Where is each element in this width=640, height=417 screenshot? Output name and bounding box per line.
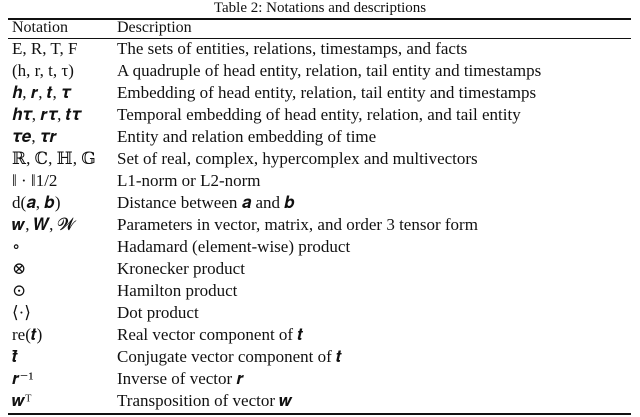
table-row (0, 214, 640, 236)
description-cell: Dot product (117, 303, 199, 322)
description-cell: Set of real, complex, hypercomplex and multivectors (117, 149, 478, 168)
notation-cell: E, R, T, F (12, 39, 78, 58)
description-cell: Temporal embedding of head entity, relation, and tail entity (117, 105, 521, 124)
notation-cell: ∘ (12, 237, 21, 256)
table-row (0, 280, 640, 302)
table-bottom-rule (8, 413, 631, 415)
notation-cell: 𝝉𝒆, 𝝉𝒓 (12, 127, 57, 146)
notation-cell: ℝ, ℂ, ℍ, 𝔾 (12, 149, 96, 168)
table-row (0, 368, 640, 390)
table-row (0, 346, 640, 368)
table-row (0, 38, 640, 60)
table-row (0, 390, 640, 412)
notation-cell: ⊙ (12, 281, 27, 300)
table-row (0, 170, 640, 192)
table-row (0, 104, 640, 126)
description-cell: Transposition of vector 𝒘 (117, 391, 293, 410)
description-cell: Parameters in vector, matrix, and order 3 tensor form (117, 215, 478, 234)
table-row (0, 82, 640, 104)
notation-cell: 𝒘, 𝑾, 𝓦 (12, 215, 76, 234)
table-caption: Table 2: Notations and descriptions (213, 0, 427, 16)
notation-cell: 𝒕̄ (12, 347, 18, 366)
description-cell: The sets of entities, relations, timestamps, and facts (117, 39, 468, 58)
notation-cell: ⊗ (12, 259, 27, 278)
notation-cell: 𝒉, 𝒓, 𝒕, 𝝉 (12, 83, 71, 102)
notation-cell: d(𝒂, 𝒃) (12, 193, 61, 212)
description-cell: L1-norm or L2-norm (117, 171, 261, 190)
description-cell: A quadruple of head entity, relation, tail entity and timestamps (117, 61, 542, 80)
notation-cell: (h, r, t, τ) (12, 61, 74, 80)
table-row (0, 236, 640, 258)
header-description: Description (117, 19, 192, 36)
notation-cell: re(𝒕) (12, 325, 43, 344)
table-row (0, 192, 640, 214)
notation-cell: 𝒉𝝉, 𝒓𝝉, 𝒕𝝉 (12, 105, 81, 124)
notation-cell: ‖ · ‖1/2 (12, 171, 58, 190)
notation-cell: ⟨·⟩ (12, 303, 31, 322)
table-row (0, 126, 640, 148)
notation-cell: 𝒓⁻¹ (12, 369, 34, 388)
table-row (0, 148, 640, 170)
description-cell: Hadamard (element-wise) product (117, 237, 351, 256)
description-cell: Kronecker product (117, 259, 245, 278)
table-header-row (0, 17, 640, 39)
description-cell: Real vector component of 𝒕 (117, 325, 304, 344)
description-cell: Conjugate vector component of 𝒕 (117, 347, 342, 366)
description-cell: Embedding of head entity, relation, tail entity and timestamps (117, 83, 537, 102)
table-row (0, 258, 640, 280)
description-cell: Inverse of vector 𝒓 (117, 369, 244, 388)
description-cell: Entity and relation embedding of time (117, 127, 377, 146)
table-row (0, 60, 640, 82)
header-notation: Notation (12, 19, 68, 36)
table-row (0, 302, 640, 324)
description-cell: Distance between 𝒂 and 𝒃 (117, 193, 295, 212)
table-row (0, 324, 640, 346)
description-cell: Hamilton product (117, 281, 238, 300)
notation-cell: 𝒘ᵀ (12, 391, 32, 410)
